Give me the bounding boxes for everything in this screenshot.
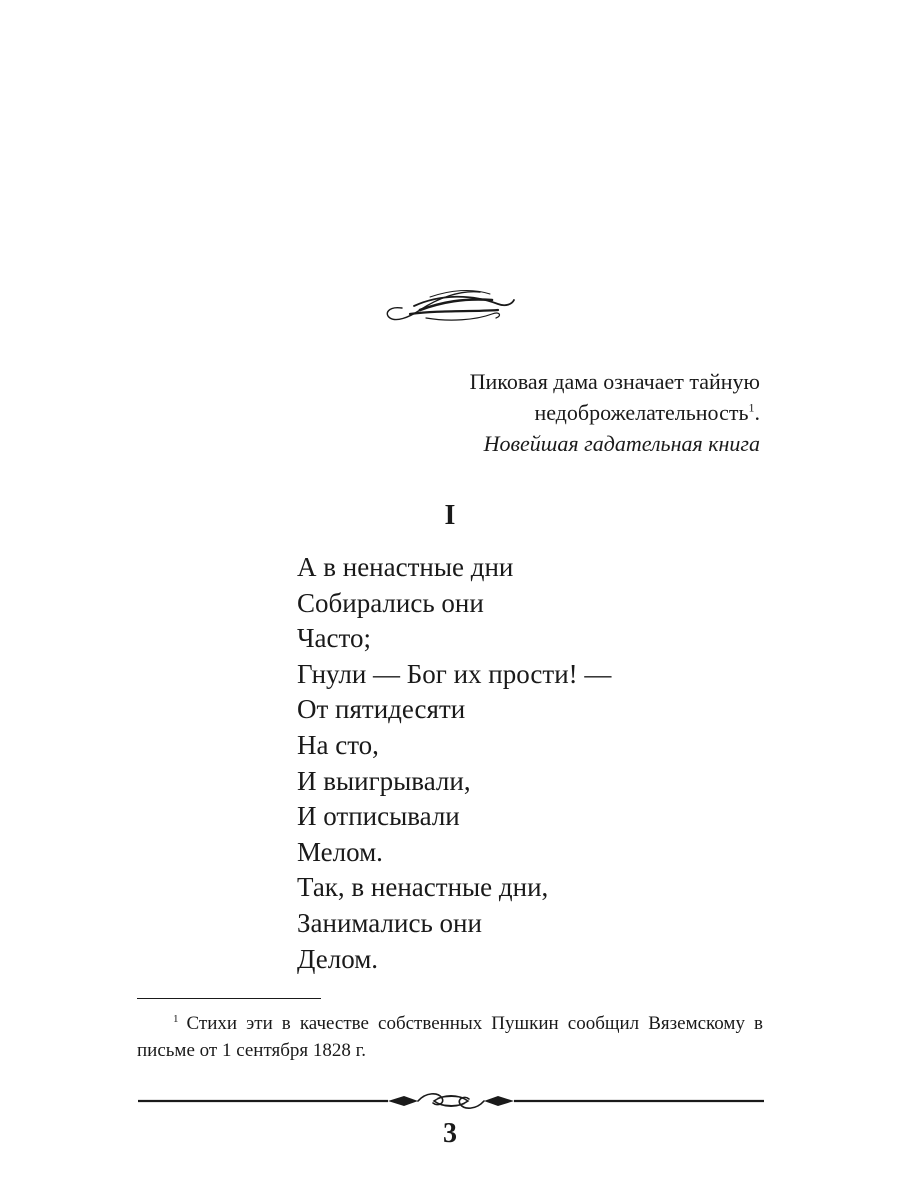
poem-line: И отписывали bbox=[297, 801, 460, 832]
epigraph-line-1: Пиковая дама означает тайную bbox=[469, 369, 760, 394]
epigraph-line-2-text: недоброжелательность bbox=[534, 400, 749, 425]
footnote-text: Стихи эти в качестве собственных Пушкин сообщил Вяземскому в письме от 1 сентября 1828 г. bbox=[137, 1013, 763, 1061]
poem-line: А в ненастные дни bbox=[297, 552, 514, 582]
epigraph-source: Новейшая гадательная книга bbox=[483, 431, 760, 456]
chapter-number: I bbox=[444, 500, 456, 531]
epigraph bbox=[470, 366, 760, 459]
page-number: 3 bbox=[443, 1118, 457, 1149]
footnote-reference[interactable]: 1 bbox=[748, 400, 755, 415]
poem-line: И выигрывали, bbox=[297, 765, 471, 796]
page-divider-ornament bbox=[138, 1088, 764, 1114]
poem-line: Часто; bbox=[297, 623, 371, 654]
epigraph-line-2 bbox=[470, 397, 760, 428]
poem-line: Гнули — Бог их прости! — bbox=[297, 658, 612, 689]
footnote-mark: 1 bbox=[173, 1012, 179, 1025]
footnote-divider bbox=[137, 998, 321, 999]
poem-line: Занимались они bbox=[297, 907, 482, 938]
poem-line: На сто, bbox=[297, 729, 379, 760]
footnote bbox=[137, 1010, 763, 1064]
poem-line: Делом. bbox=[297, 943, 379, 974]
poem-line: От пятидесяти bbox=[297, 694, 466, 725]
epigraph-line-2-end: . bbox=[754, 400, 760, 425]
flourish-ornament bbox=[380, 280, 520, 330]
poem-line: Собирались они bbox=[297, 587, 484, 618]
poem bbox=[297, 550, 611, 977]
poem-line: Так, в ненастные дни, bbox=[297, 872, 549, 903]
poem-line: Мелом. bbox=[297, 836, 383, 867]
